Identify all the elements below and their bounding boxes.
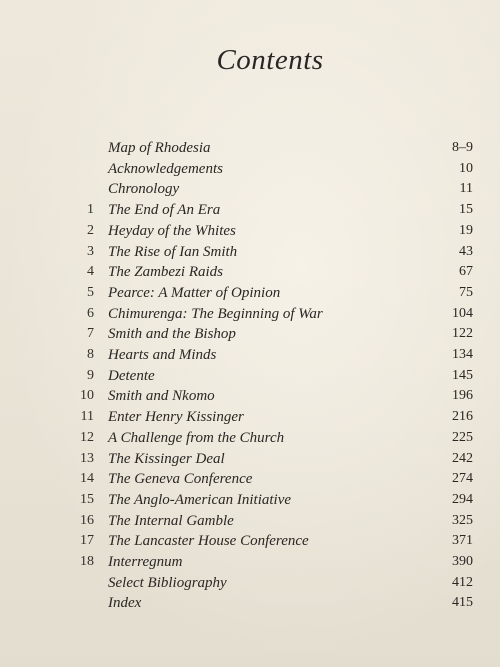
toc-entry xyxy=(0,593,500,614)
page-number: 325 xyxy=(452,512,473,528)
page-number: 10 xyxy=(459,160,473,176)
chapter-number: 16 xyxy=(80,512,94,528)
page-number: 8–9 xyxy=(452,140,473,155)
chapter-title: Pearce: A Matter of Opinion xyxy=(108,284,281,301)
page-number: 19 xyxy=(459,222,473,238)
page-number: 104 xyxy=(452,305,473,321)
page-number: 274 xyxy=(452,471,473,487)
toc-entry xyxy=(0,490,500,511)
chapter-number: 10 xyxy=(80,388,94,404)
toc-entry xyxy=(0,304,500,325)
page-number: 145 xyxy=(452,367,473,383)
chapter-title: The Anglo-American Initiative xyxy=(108,491,292,508)
toc-entry xyxy=(0,386,500,407)
toc-entry xyxy=(0,366,500,387)
toc-entry xyxy=(0,511,500,532)
chapter-title: The Lancaster House Conference xyxy=(108,533,309,550)
chapter-title: Acknowledgements xyxy=(108,160,223,177)
page-number: 196 xyxy=(452,388,473,404)
chapter-number: 1 xyxy=(87,202,94,218)
toc-entry xyxy=(0,449,500,470)
toc-entry xyxy=(0,138,500,159)
chapter-title: Hearts and Minds xyxy=(108,347,217,363)
page-number: 67 xyxy=(459,264,473,280)
chapter-number: 8 xyxy=(87,347,94,362)
toc-entry xyxy=(0,469,500,490)
chapter-number: 4 xyxy=(87,264,94,280)
page-number: 11 xyxy=(459,181,473,197)
toc-entry xyxy=(0,283,500,304)
toc-entry xyxy=(0,200,500,221)
page-title: Contents xyxy=(216,44,324,76)
toc-entry xyxy=(0,428,500,449)
page-number: 43 xyxy=(459,243,473,259)
page-number: 390 xyxy=(452,554,473,569)
chapter-title: The Geneva Conference xyxy=(108,471,253,488)
page-number: 122 xyxy=(452,326,473,342)
chapter-number: 17 xyxy=(80,533,94,549)
toc-entry xyxy=(0,345,500,366)
toc-entry xyxy=(0,324,500,345)
chapter-title: The Zambezi Raids xyxy=(108,264,224,281)
page-number: 225 xyxy=(452,429,473,445)
page-number: 371 xyxy=(452,533,473,549)
chapter-title: The Kissinger Deal xyxy=(108,450,225,467)
chapter-number: 11 xyxy=(80,409,94,425)
page-number: 415 xyxy=(452,595,473,611)
chapter-number: 7 xyxy=(87,326,94,342)
chapter-title: Heyday of the Whites xyxy=(108,222,236,239)
chapter-number: 9 xyxy=(87,367,94,383)
chapter-title: The End of An Era xyxy=(108,202,221,219)
page-number: 242 xyxy=(452,450,473,466)
toc-entry xyxy=(0,221,500,242)
chapter-title: Smith and the Bishop xyxy=(108,326,236,343)
chapter-title: Smith and Nkomo xyxy=(108,388,215,405)
chapter-number: 15 xyxy=(80,491,94,507)
toc-entry xyxy=(0,552,500,573)
chapter-title: The Internal Gamble xyxy=(108,512,234,529)
chapter-title: Interregnum xyxy=(108,554,183,570)
chapter-number: 6 xyxy=(87,305,94,321)
toc-entry xyxy=(0,531,500,552)
chapter-title: Select Bibliography xyxy=(108,574,227,591)
chapter-title: Index xyxy=(108,595,142,612)
page-number: 216 xyxy=(452,409,473,425)
page-number: 294 xyxy=(452,491,473,507)
toc-entry xyxy=(0,262,500,283)
chapter-title: Map of Rhodesia xyxy=(108,140,211,156)
toc-entry xyxy=(0,242,500,263)
chapter-title: Enter Henry Kissinger xyxy=(108,409,244,426)
chapter-number: 12 xyxy=(80,429,94,445)
toc-entry xyxy=(0,179,500,200)
chapter-title: Detente xyxy=(108,367,155,384)
page-number: 15 xyxy=(459,202,473,218)
chapter-title: A Challenge from the Church xyxy=(108,429,285,446)
chapter-number: 3 xyxy=(87,243,94,259)
chapter-title: Chronology xyxy=(108,181,180,198)
chapter-title: Chimurenga: The Beginning of War xyxy=(108,305,323,322)
toc-entry xyxy=(0,573,500,594)
toc-entry xyxy=(0,159,500,180)
page-number: 412 xyxy=(452,574,473,590)
chapter-number: 18 xyxy=(80,554,94,569)
toc-entry xyxy=(0,407,500,428)
chapter-number: 13 xyxy=(80,450,94,466)
chapter-number: 2 xyxy=(87,222,94,238)
chapter-number: 14 xyxy=(80,471,94,487)
page-number: 134 xyxy=(452,347,473,362)
chapter-title: The Rise of Ian Smith xyxy=(108,243,238,260)
page-number: 75 xyxy=(459,284,473,300)
chapter-number: 5 xyxy=(87,284,94,300)
